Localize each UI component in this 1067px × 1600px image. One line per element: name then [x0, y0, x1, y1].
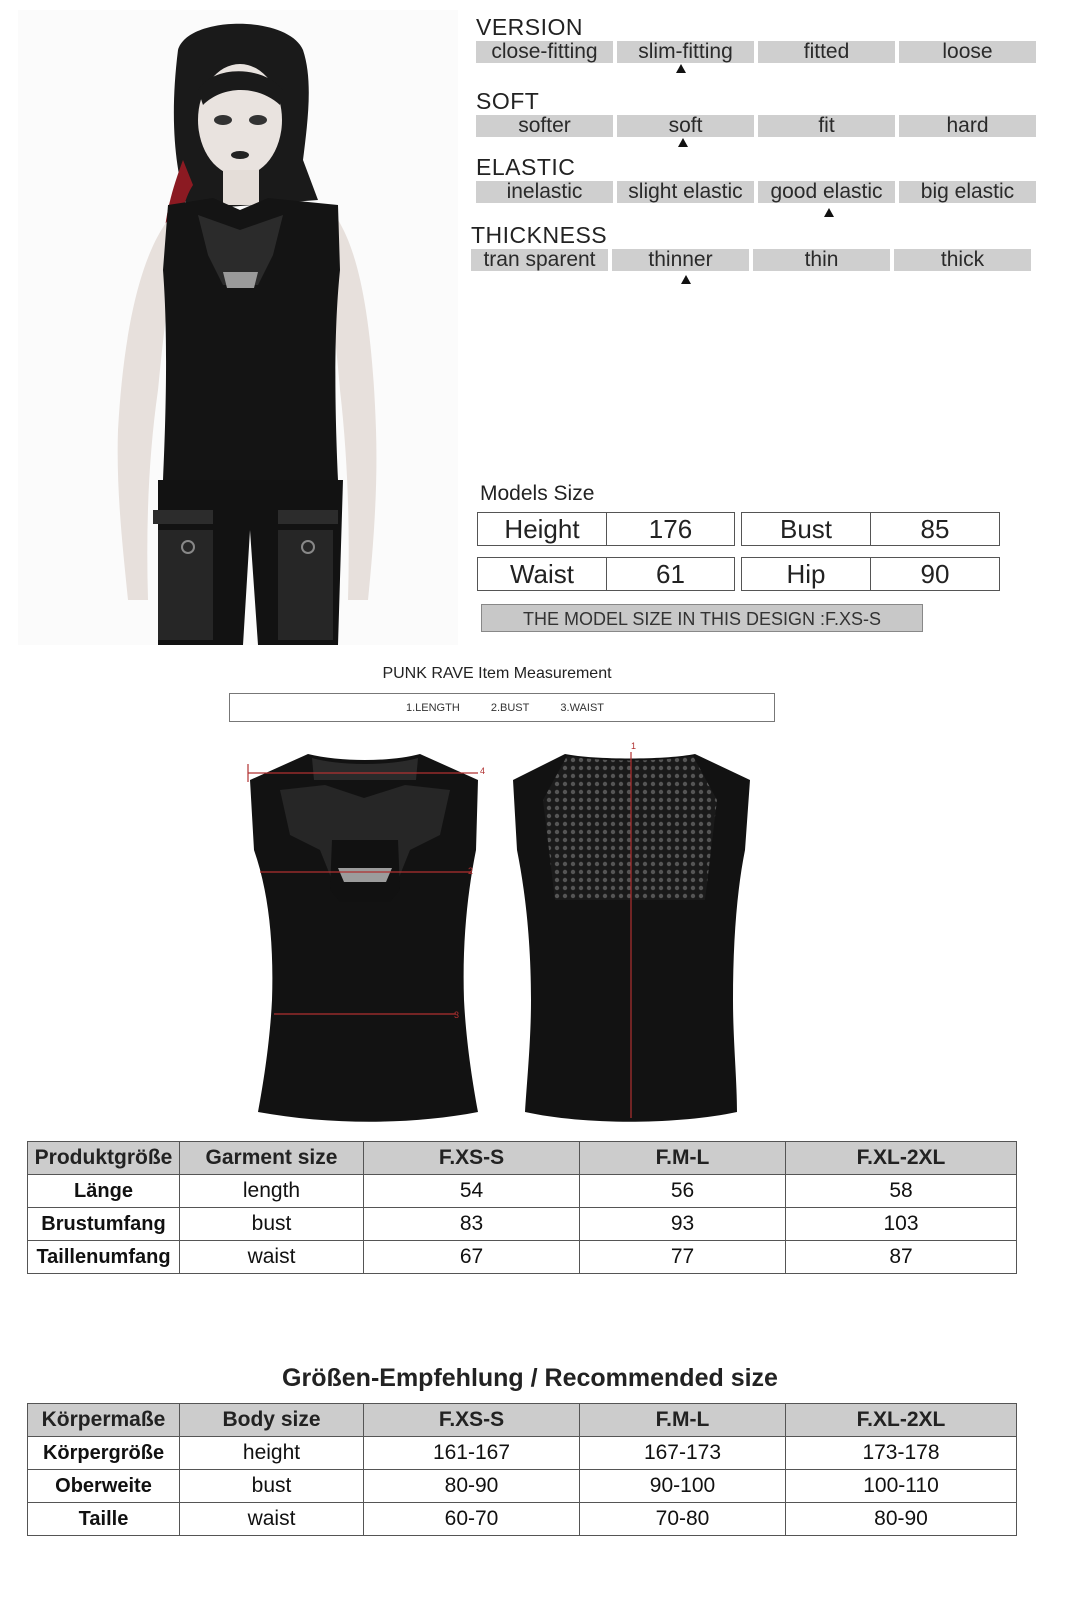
- garment-back-image: [505, 740, 755, 1125]
- attribute-title: THICKNESS: [471, 222, 608, 248]
- table-row: [28, 1241, 1017, 1274]
- table-cell: 70-80: [580, 1503, 786, 1536]
- scale-option: fit: [758, 115, 895, 137]
- table-cell: Länge: [28, 1175, 180, 1208]
- table-cell: 93: [580, 1208, 786, 1241]
- attribute-soft: [476, 88, 1036, 137]
- table-cell: 56: [580, 1175, 786, 1208]
- marker-2: 2: [468, 866, 474, 876]
- scale-option: loose: [899, 41, 1036, 63]
- table-cell: 58: [786, 1175, 1017, 1208]
- attribute-title: ELASTIC: [476, 154, 576, 180]
- table-header-cell: Körpermaße: [28, 1404, 180, 1437]
- attribute-title: SOFT: [476, 88, 540, 114]
- table-header-cell: Garment size: [180, 1142, 364, 1175]
- table-cell: 80-90: [364, 1470, 580, 1503]
- marker-4: 4: [480, 766, 486, 776]
- table-header-cell: Body size: [180, 1404, 364, 1437]
- table-row: [28, 1175, 1017, 1208]
- scale-row: [476, 115, 1036, 137]
- scale-row: [476, 41, 1036, 63]
- scale-option: slim-fitting: [617, 41, 754, 63]
- model-size-note: THE MODEL SIZE IN THIS DESIGN :F.XS-S: [481, 604, 923, 632]
- hip-label: Hip: [742, 558, 871, 591]
- table-cell: bust: [180, 1470, 364, 1503]
- table-cell: length: [180, 1175, 364, 1208]
- attribute-elastic: [476, 154, 1036, 203]
- table-row: [28, 1470, 1017, 1503]
- scale-option: big elastic: [899, 181, 1036, 203]
- scale-option: thin: [753, 249, 890, 271]
- garment-size-table: [27, 1141, 1017, 1274]
- model-hip-box: [741, 557, 1000, 591]
- table-cell: Oberweite: [28, 1470, 180, 1503]
- table-cell: Brustumfang: [28, 1208, 180, 1241]
- legend-length: 1.LENGTH: [405, 702, 460, 714]
- table-cell: 67: [364, 1241, 580, 1274]
- table-cell: 83: [364, 1208, 580, 1241]
- attribute-version: [476, 14, 1036, 63]
- scale-option: good elastic: [758, 181, 895, 203]
- table-header-cell: F.M-L: [580, 1404, 786, 1437]
- table-header-row: [28, 1142, 1017, 1175]
- legend-bust: 2.BUST: [490, 702, 530, 714]
- scale-option: soft: [617, 115, 754, 137]
- table-cell: 54: [364, 1175, 580, 1208]
- scale-option: hard: [899, 115, 1036, 137]
- table-cell: height: [180, 1437, 364, 1470]
- table-header-cell: F.M-L: [580, 1142, 786, 1175]
- table-cell: Taillenumfang: [28, 1241, 180, 1274]
- scale-option: inelastic: [476, 181, 613, 203]
- scale-row: [471, 249, 1031, 271]
- table-header-cell: F.XL-2XL: [786, 1142, 1017, 1175]
- height-label: Height: [478, 513, 607, 546]
- table-cell: 60-70: [364, 1503, 580, 1536]
- bust-value: 85: [871, 513, 1000, 546]
- table-cell: waist: [180, 1241, 364, 1274]
- model-bust-box: [741, 512, 1000, 546]
- table-cell: 103: [786, 1208, 1017, 1241]
- scale-option: slight elastic: [617, 181, 754, 203]
- table-header-cell: Produktgröße: [28, 1142, 180, 1175]
- table-cell: 100-110: [786, 1470, 1017, 1503]
- table-header-cell: F.XS-S: [364, 1404, 580, 1437]
- table-cell: Taille: [28, 1503, 180, 1536]
- selection-marker-icon: [824, 208, 834, 217]
- bust-label: Bust: [742, 513, 871, 546]
- scale-option: softer: [476, 115, 613, 137]
- model-height-box: [477, 512, 735, 546]
- legend-waist: 3.WAIST: [560, 702, 605, 714]
- table-cell: 167-173: [580, 1437, 786, 1470]
- scale-option: thinner: [612, 249, 749, 271]
- model-waist-box: [477, 557, 735, 591]
- table-cell: 80-90: [786, 1503, 1017, 1536]
- selection-marker-icon: [681, 275, 691, 284]
- measurement-title: PUNK RAVE Item Measurement: [382, 665, 612, 682]
- scale-option: fitted: [758, 41, 895, 63]
- attribute-thickness: [471, 222, 1031, 271]
- measurement-legend: [229, 693, 775, 722]
- garment-front-image: [240, 740, 500, 1125]
- models-size-title: Models Size: [480, 482, 595, 505]
- waist-label: Waist: [478, 558, 607, 591]
- table-cell: bust: [180, 1208, 364, 1241]
- height-value: 176: [607, 513, 735, 546]
- hip-value: 90: [871, 558, 1000, 591]
- model-photo: [18, 10, 458, 645]
- table-cell: 173-178: [786, 1437, 1017, 1470]
- attribute-title: VERSION: [476, 14, 584, 40]
- marker-1: 1: [631, 741, 637, 751]
- table-header-cell: F.XL-2XL: [786, 1404, 1017, 1437]
- table-header-cell: F.XS-S: [364, 1142, 580, 1175]
- recommended-size-table: [27, 1403, 1017, 1536]
- selection-marker-icon: [676, 64, 686, 73]
- table-row: [28, 1503, 1017, 1536]
- table-header-row: [28, 1404, 1017, 1437]
- marker-3: 3: [454, 1010, 460, 1020]
- table-cell: 87: [786, 1241, 1017, 1274]
- waist-value: 61: [607, 558, 735, 591]
- table-cell: 161-167: [364, 1437, 580, 1470]
- selection-marker-icon: [678, 138, 688, 147]
- table-cell: 77: [580, 1241, 786, 1274]
- recommended-size-title: Größen-Empfehlung / Recommended size: [282, 1364, 778, 1392]
- scale-option: close-fitting: [476, 41, 613, 63]
- scale-option: tran sparent: [471, 249, 608, 271]
- scale-row: [476, 181, 1036, 203]
- table-cell: waist: [180, 1503, 364, 1536]
- table-row: [28, 1208, 1017, 1241]
- table-row: [28, 1437, 1017, 1470]
- scale-option: thick: [894, 249, 1031, 271]
- table-cell: 90-100: [580, 1470, 786, 1503]
- table-cell: Körpergröße: [28, 1437, 180, 1470]
